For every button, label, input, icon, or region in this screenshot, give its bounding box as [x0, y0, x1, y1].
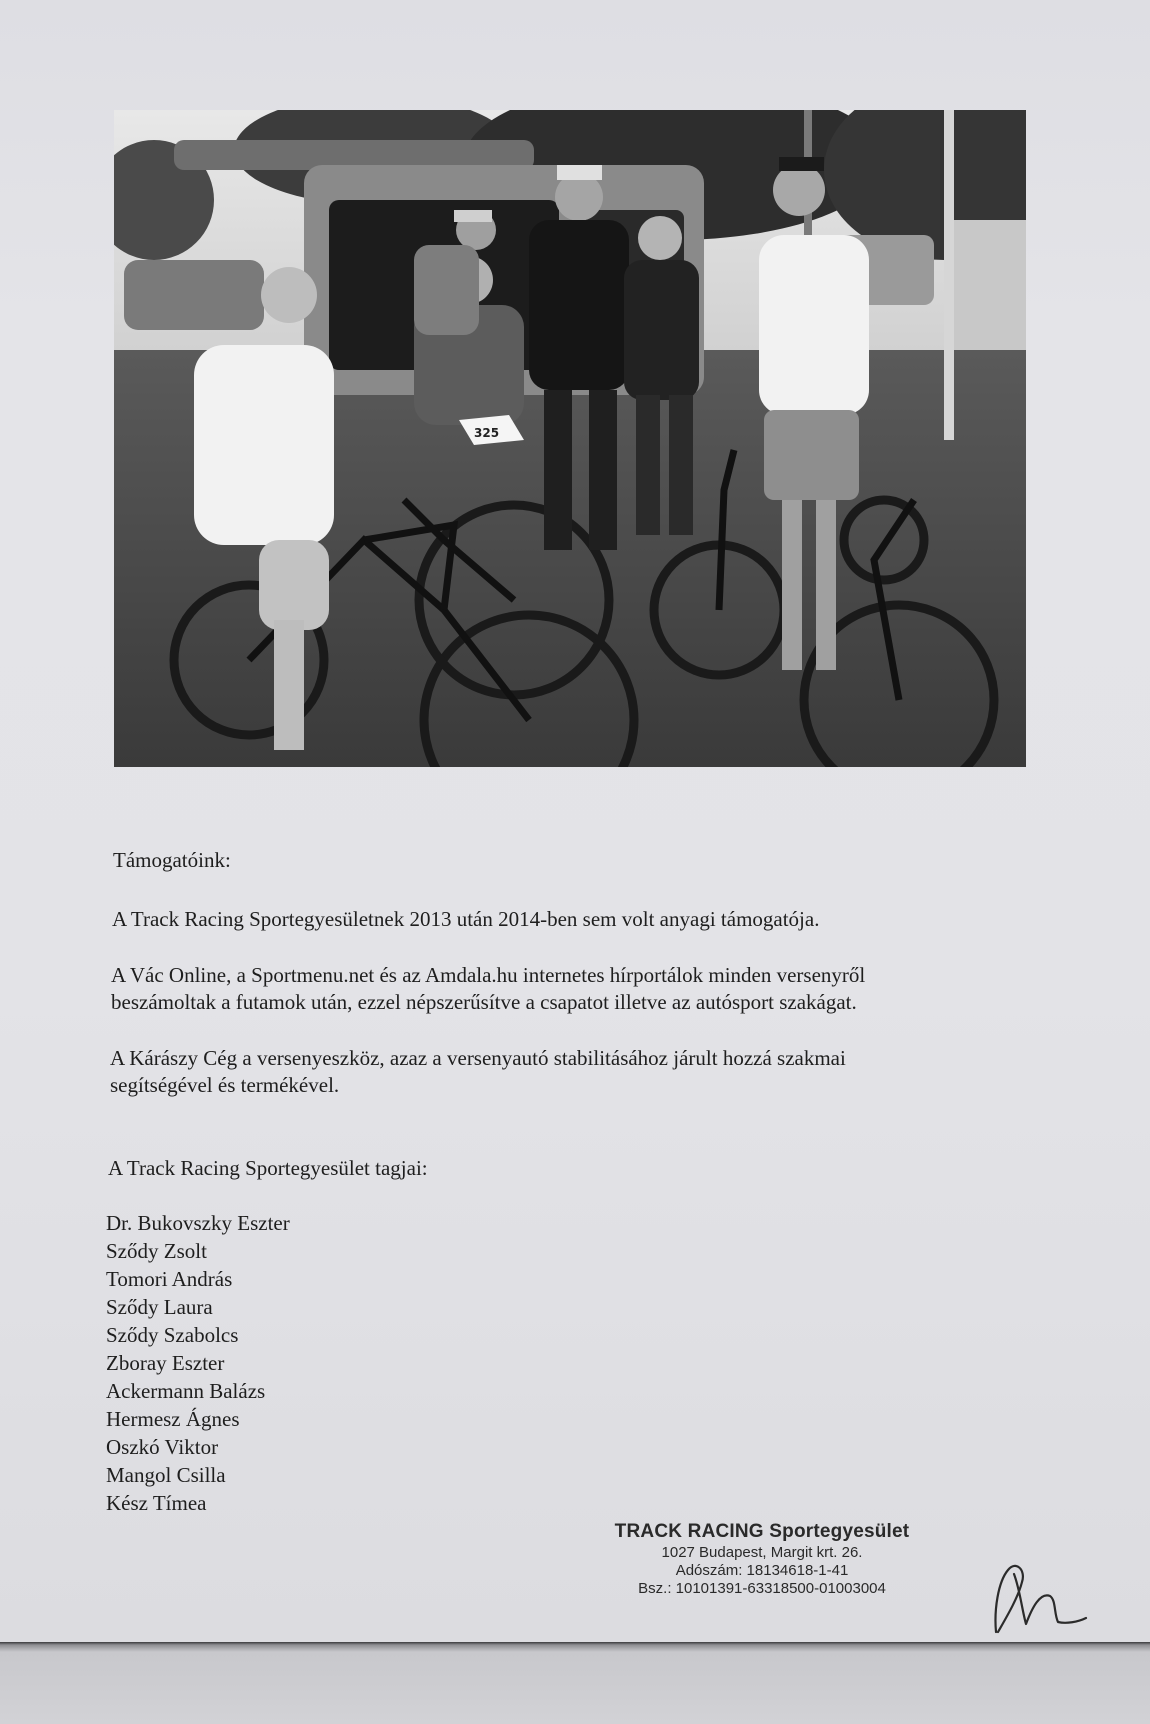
handwritten-signature-icon — [986, 1552, 1096, 1642]
photo-bib-number: 325 — [474, 426, 500, 440]
member-item: Oszkó Viktor — [106, 1435, 219, 1459]
member-item: Ackermann Balázs — [106, 1379, 266, 1403]
member-item: Mangol Csilla — [106, 1463, 226, 1487]
sponsors-paragraph-3-line-2: segítségével és termékével. — [110, 1073, 340, 1097]
sponsors-paragraph-2 — [111, 962, 865, 1016]
group-photo — [114, 110, 1026, 767]
page-bottom-edge — [0, 1642, 1150, 1724]
member-item: Zboray Eszter — [106, 1351, 225, 1375]
sponsors-paragraph-3 — [110, 1045, 846, 1099]
group-photo-icon — [114, 110, 1026, 767]
sponsors-heading: Támogatóink: — [113, 848, 231, 872]
stamp-tax-number: Adószám: 18134618-1-41 — [675, 1562, 849, 1579]
stamp-bank-account: Bsz.: 10101391-63318500-01003004 — [638, 1580, 886, 1597]
member-item: Dr. Bukovszky Eszter — [106, 1211, 290, 1235]
member-item: Sződy Zsolt — [106, 1239, 207, 1263]
members-list — [106, 1209, 290, 1517]
member-item: Sződy Szabolcs — [106, 1323, 239, 1347]
member-item: Sződy Laura — [106, 1295, 213, 1319]
members-heading: A Track Racing Sportegyesület tagjai: — [108, 1156, 428, 1180]
sponsors-paragraph-2-line-1: A Vác Online, a Sportmenu.net és az Amdala.hu internetes hírportálok minden versenyről — [111, 963, 866, 987]
stamp-address: 1027 Budapest, Margit krt. 26. — [661, 1544, 863, 1561]
sponsors-paragraph-2-line-2: beszámoltak a futamok után, ezzel népszerűsítve a csapatot illetve az autósport szakágat. — [111, 990, 857, 1014]
member-item: Hermesz Ágnes — [106, 1407, 240, 1431]
organization-stamp — [592, 1520, 932, 1598]
sponsors-paragraph-1: A Track Racing Sportegyesületnek 2013 után 2014-ben sem volt anyagi támogatója. — [112, 907, 820, 931]
member-item: Tomori András — [106, 1267, 233, 1291]
stamp-organization: TRACK RACING Sportegyesület — [614, 1521, 910, 1542]
sponsors-paragraph-3-line-1: A Kárászy Cég a versenyeszköz, azaz a versenyautó stabilitásához járult hozzá szakmai — [110, 1046, 846, 1070]
member-item: Kész Tímea — [106, 1491, 207, 1515]
